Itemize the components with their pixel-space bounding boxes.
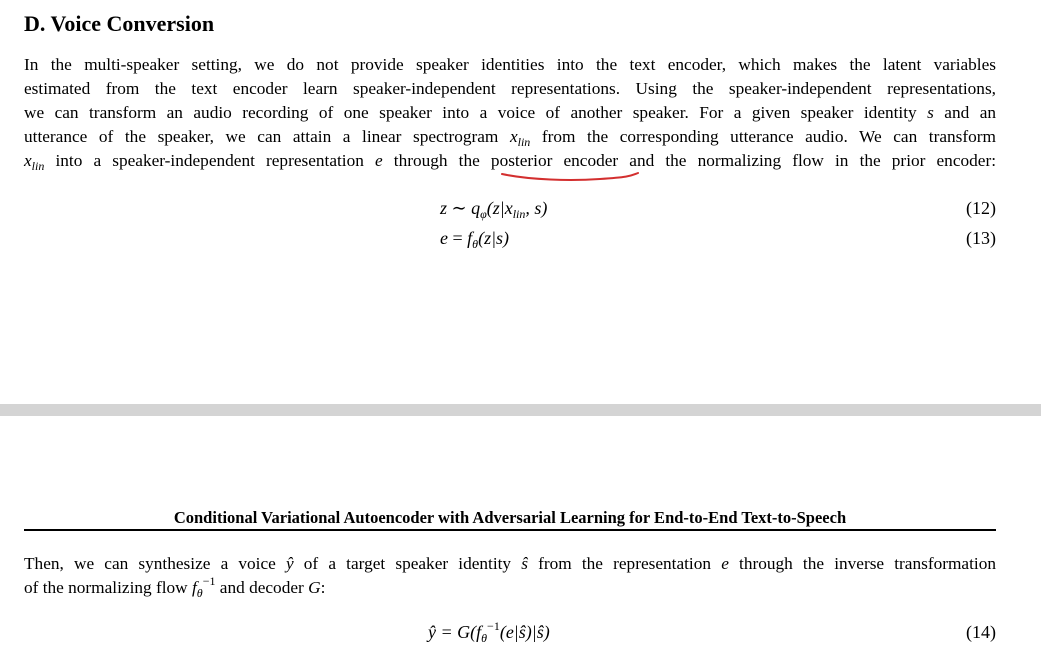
math-symbol: ŷ	[285, 554, 294, 573]
math-symbol: z	[440, 198, 448, 218]
math-symbol: ŷ	[428, 622, 436, 642]
math-symbol: q	[471, 198, 481, 218]
text-run: :	[320, 578, 326, 597]
math-operator: =	[448, 228, 468, 248]
text-run: and an	[933, 103, 997, 122]
math-symbol: (z|x	[486, 198, 513, 218]
math-subscript: lin	[512, 207, 526, 221]
math-symbol: f	[191, 578, 197, 597]
equation-12	[440, 196, 547, 222]
math-symbol: ŝ	[521, 554, 528, 573]
text-run: into a speaker-independent representation	[44, 151, 376, 170]
math-symbol: s	[927, 103, 934, 122]
section-heading: D. Voice Conversion	[24, 11, 215, 36]
equation-13	[440, 226, 509, 252]
math-symbol: e	[440, 228, 448, 248]
text-run: and decoder	[215, 578, 309, 597]
math-symbol: e	[375, 151, 383, 170]
math-symbol: x	[509, 127, 518, 146]
underlined-phrase: posterior encoder	[490, 151, 619, 170]
paragraph-line	[24, 125, 996, 150]
math-subscript: lin	[517, 135, 531, 149]
math-symbol: (e|ŝ)|ŝ)	[499, 622, 550, 642]
math-symbol: , s)	[525, 198, 548, 218]
paragraph-line: In the multi-speaker setting, we do not provide speaker identities into the text encoder, which makes the latent variables	[24, 55, 996, 74]
equation-number: (13)	[966, 228, 996, 248]
math-subscript: φ	[480, 207, 487, 221]
text-run: Then, we can synthesize a voice	[24, 554, 286, 573]
running-header: Conditional Variational Autoencoder with Adversarial Learning for End-to-End Text-to-Speech	[173, 508, 847, 527]
pdf-page-2	[0, 416, 1041, 661]
paragraph-line	[24, 552, 996, 576]
paragraph-line	[24, 101, 996, 125]
math-symbol: G	[308, 578, 321, 597]
text-run: through the inverse transformation	[728, 554, 996, 573]
text-run: of the normalizing flow	[24, 578, 192, 597]
math-symbol: e	[721, 554, 729, 573]
equation-number: (14)	[966, 622, 996, 642]
header-rule	[24, 529, 996, 531]
math-subscript: θ	[472, 237, 479, 251]
paragraph-line: estimated from the text encoder learn speaker-independent representations. Using the speaker-independent representations,	[24, 79, 996, 98]
math-symbol: = G(f	[436, 622, 482, 642]
text-run: of a target speaker identity	[293, 554, 522, 573]
math-subscript: θ	[481, 631, 488, 645]
math-subscript: lin	[31, 159, 45, 173]
math-symbol: x	[24, 151, 32, 170]
math-symbol: (z|s)	[478, 228, 510, 248]
equation-number: (12)	[966, 198, 996, 218]
text-run: and the normalizing flow in the prior encoder:	[618, 151, 996, 170]
text-run: we can transform an audio recording of one speaker into a voice of another speaker. For a given speaker identity	[24, 103, 928, 122]
red-underline-annotation	[500, 170, 640, 184]
page-separator	[0, 404, 1041, 416]
text-run: from the corresponding utterance audio. We can transform	[530, 127, 996, 146]
text-run: through the	[382, 151, 491, 170]
text-run: from the representation	[527, 554, 722, 573]
text-run: utterance of the speaker, we can attain a linear spectrogram	[24, 127, 510, 146]
math-operator: ∼	[447, 198, 472, 218]
math-symbol: f	[467, 228, 473, 248]
paragraph-line	[24, 576, 325, 601]
math-superscript: −1	[202, 574, 216, 588]
math-superscript: −1	[487, 619, 500, 633]
math-subscript: θ	[196, 586, 203, 600]
equation-14	[428, 620, 550, 646]
